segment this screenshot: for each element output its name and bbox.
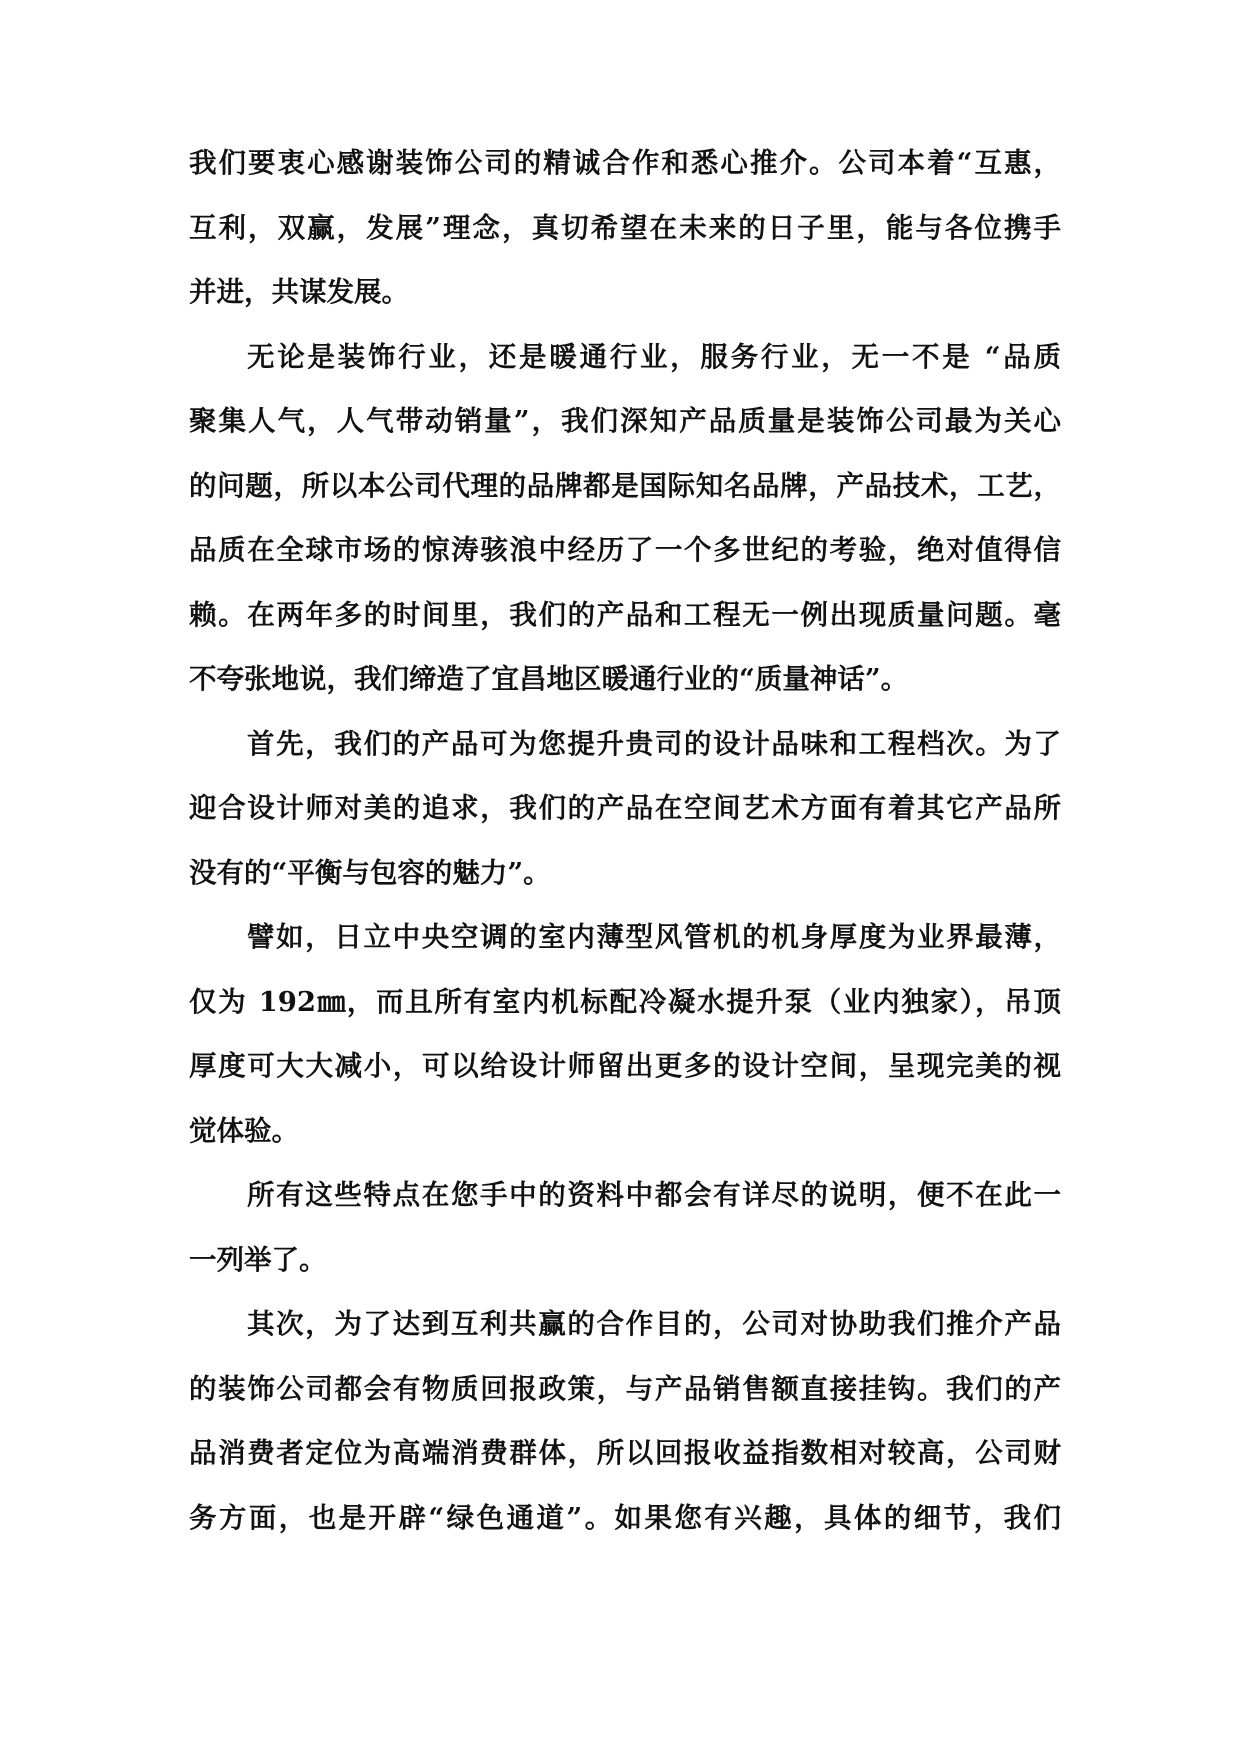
- text-line: 厚度可大大减小，可以给设计师留出更多的设计空间，呈现完美的视: [189, 1050, 1061, 1082]
- text-line: 赖。在两年多的时间里，我们的产品和工程无一例出现质量问题。毫: [189, 598, 1061, 631]
- text-line: 譬如，日立中央空调的室内薄型风管机的机身厚度为业界最薄，: [247, 921, 1061, 953]
- text-line: 互利，双赢，发展”理念，真切希望在未来的日子里，能与各位携手: [189, 211, 1061, 244]
- paragraph: [189, 131, 1061, 325]
- text-line: 没有的“平衡与包容的魅力”。: [189, 856, 551, 889]
- text-line: 品消费者定位为高端消费群体，所以回报收益指数相对较高，公司财: [189, 1437, 1061, 1469]
- text-line: 并进，共谋发展。: [189, 276, 409, 308]
- text-line: 无论是装饰行业，还是暖通行业，服务行业，无一不是 “品质: [247, 340, 1061, 373]
- text-line: 的装饰公司都会有物质回报政策，与产品销售额直接挂钩。我们的产: [189, 1372, 1061, 1405]
- text-line: 首先，我们的产品可为您提升贵司的设计品味和工程档次。为了: [247, 727, 1061, 760]
- text-line: 不夸张地说，我们缔造了宜昌地区暖通行业的“质量神话”。: [189, 663, 909, 695]
- paragraph: [189, 1292, 1061, 1550]
- text-line: 觉体验。: [189, 1114, 299, 1147]
- text-line: 我们要衷心感谢装饰公司的精诚合作和悉心推介。公司本着“互惠，: [189, 147, 1061, 179]
- paragraph: [189, 712, 1061, 906]
- paragraph: [189, 905, 1061, 1163]
- text-line: 迎合设计师对美的追求，我们的产品在空间艺术方面有着其它产品所: [189, 792, 1061, 824]
- text-line: 务方面，也是开辟“绿色通道”。如果您有兴趣，具体的细节，我们: [189, 1501, 1061, 1534]
- paragraph: [189, 325, 1061, 712]
- text-line: 一列举了。: [189, 1243, 327, 1276]
- text-line: 仅为 192㎜，而且所有室内机标配冷凝水提升泵（业内独家），吊顶: [189, 985, 1061, 1018]
- text-line: 聚集人气，人气带动销量”，我们深知产品质量是装饰公司最为关心: [189, 405, 1061, 437]
- text-line: 品质在全球市场的惊涛骇浪中经历了一个多世纪的考验，绝对值得信: [189, 534, 1061, 566]
- text-line: 其次，为了达到互利共赢的合作目的，公司对协助我们推介产品: [247, 1308, 1061, 1340]
- text-line: 的问题，所以本公司代理的品牌都是国际知名品牌，产品技术，工艺，: [189, 469, 1061, 502]
- document-body: [189, 131, 1061, 1550]
- paragraph: [189, 1163, 1061, 1292]
- text-line: 所有这些特点在您手中的资料中都会有详尽的说明，便不在此一: [247, 1179, 1061, 1211]
